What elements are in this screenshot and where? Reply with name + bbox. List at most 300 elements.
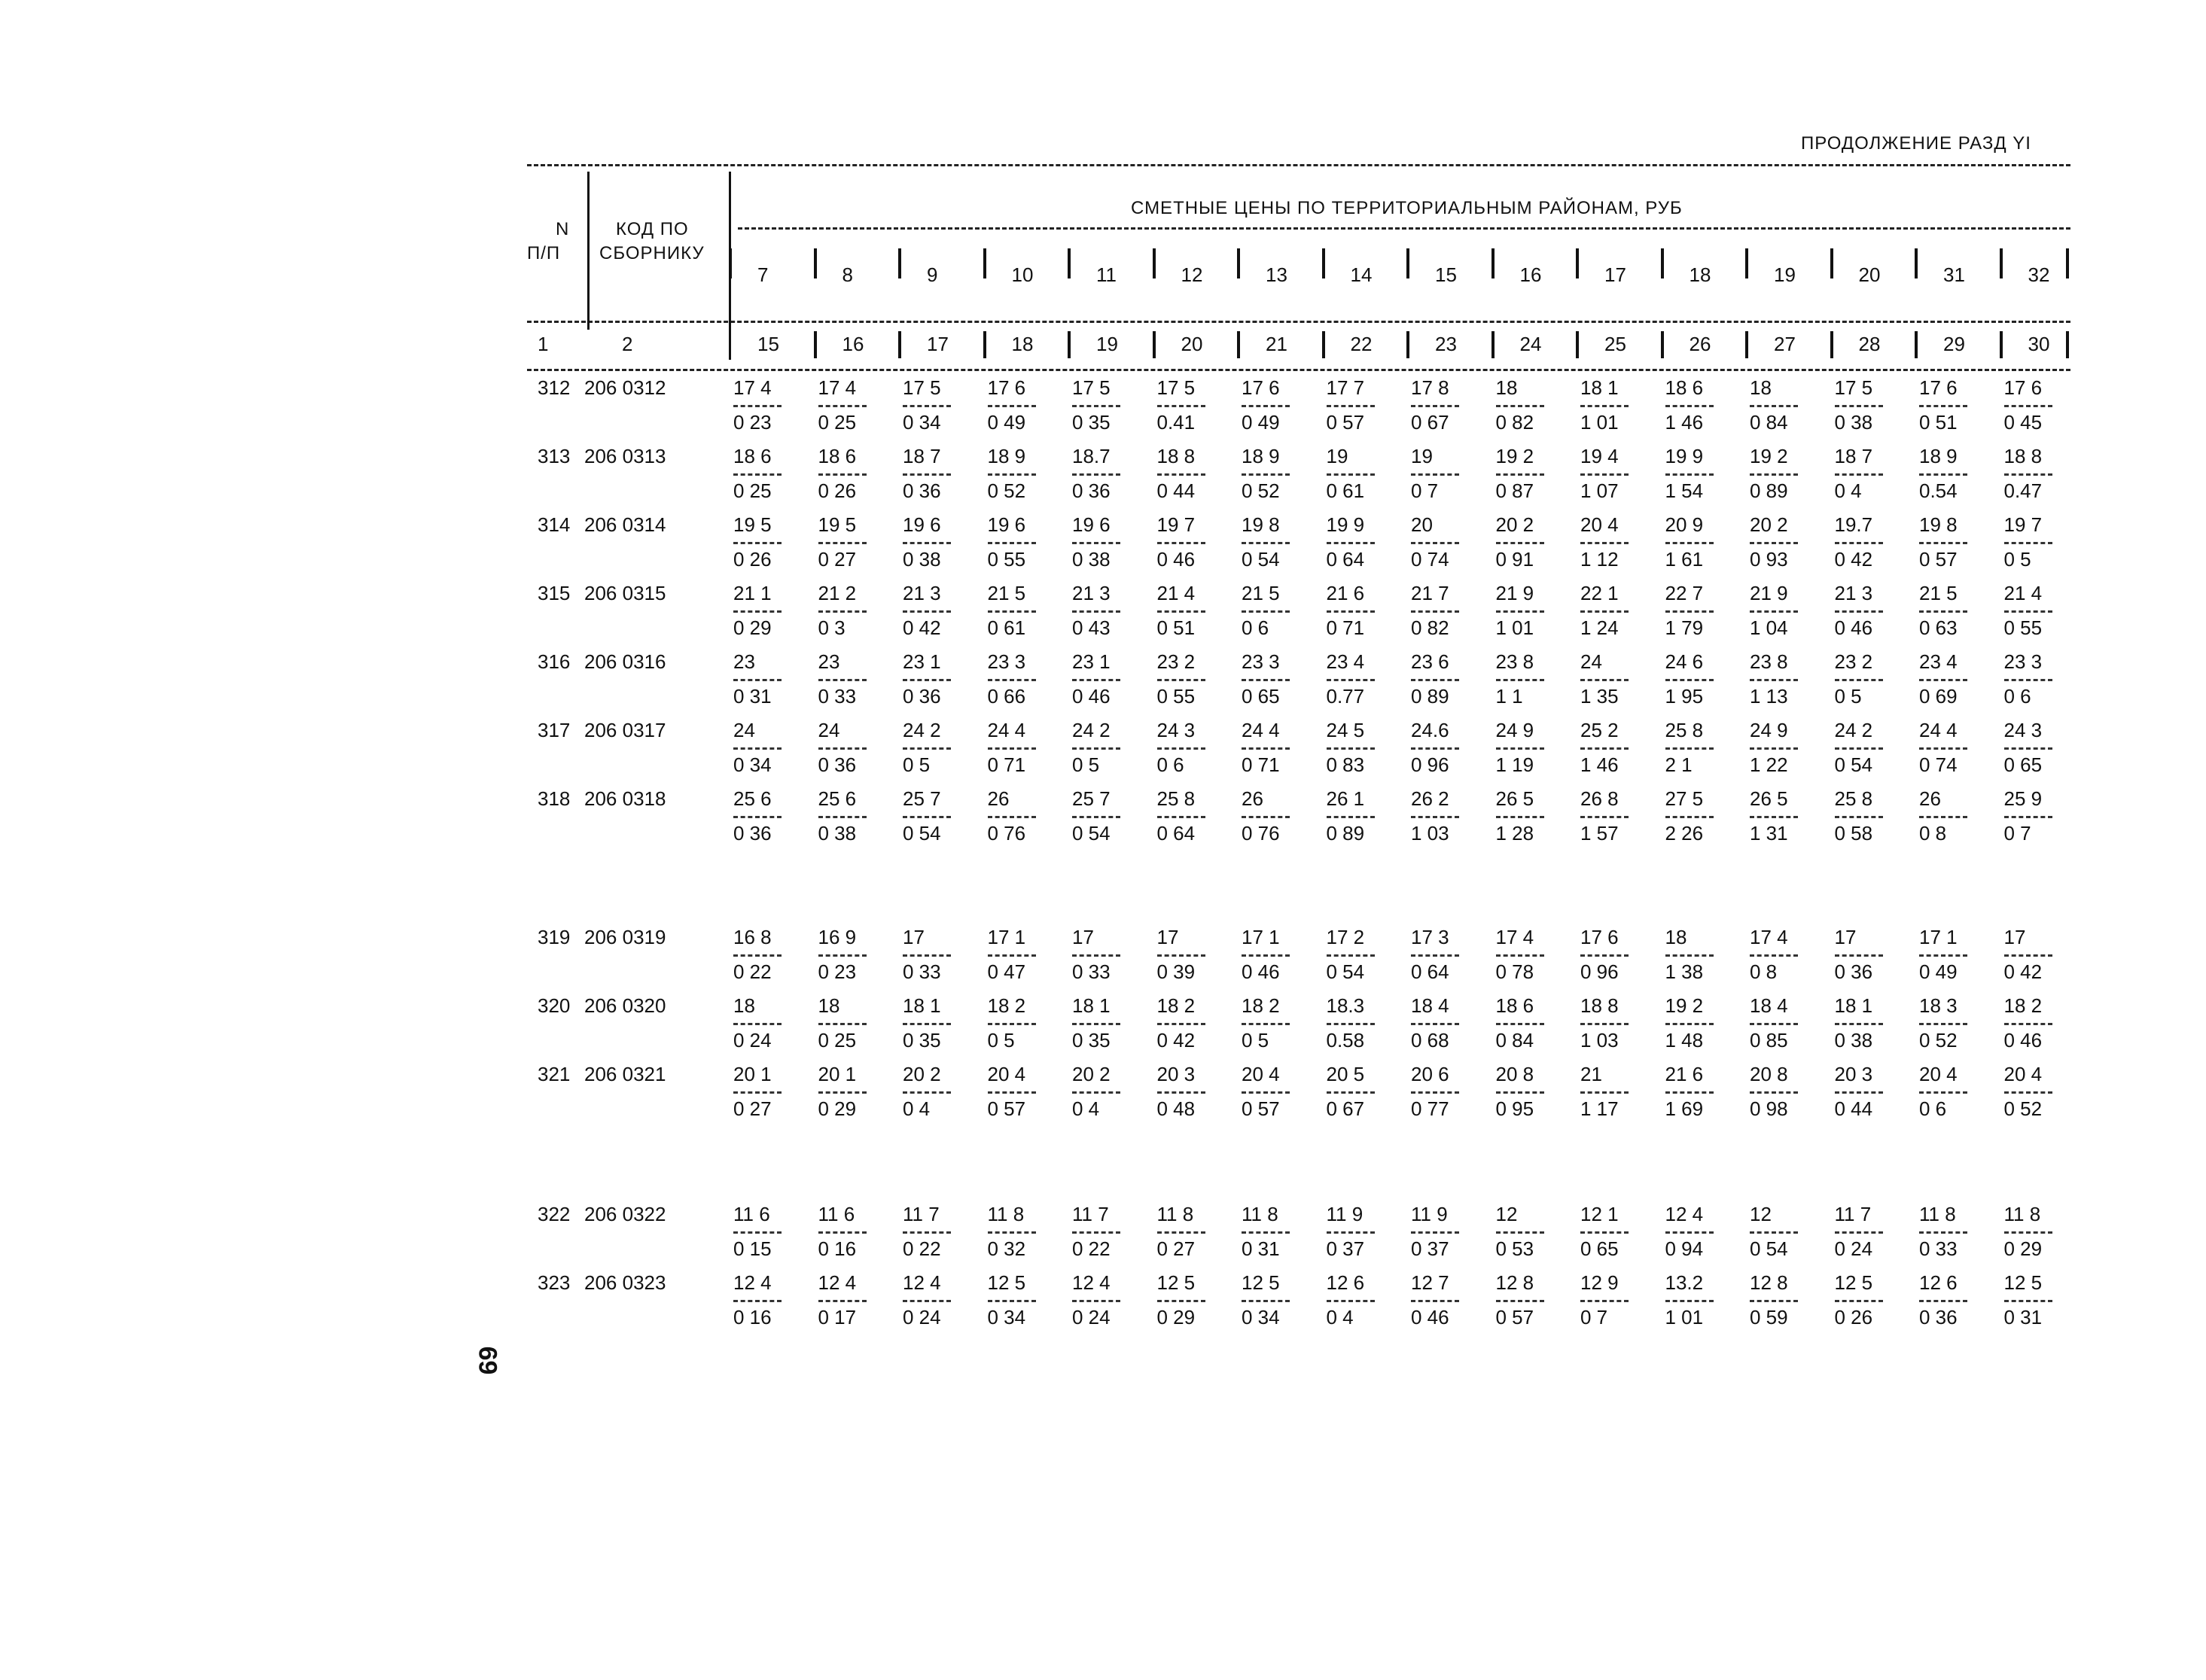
fraction-rule — [1411, 1023, 1459, 1025]
price-cell: 20 4 — [1580, 513, 1619, 536]
price-cell: 18 — [818, 994, 840, 1017]
price-cell: 19 5 — [733, 513, 772, 536]
column-number: 15 — [757, 333, 779, 355]
labor-cell: 0 27 — [1156, 1237, 1196, 1260]
column-number: 23 — [1435, 333, 1457, 355]
fraction-rule — [903, 1091, 951, 1094]
price-cell: 21 9 — [1495, 582, 1534, 604]
district-header: 18 — [1689, 263, 1711, 286]
price-cell: 17 — [1072, 926, 1094, 948]
district-divider — [1406, 248, 1409, 278]
labor-cell: 0 67 — [1326, 1097, 1365, 1120]
fraction-rule — [1919, 1023, 1967, 1025]
labor-cell: 0 46 — [1834, 616, 1873, 639]
column-number: 20 — [1181, 333, 1203, 355]
fraction-rule — [1665, 610, 1714, 613]
price-cell: 21 4 — [2003, 582, 2043, 604]
fraction-rule — [1072, 679, 1120, 681]
labor-cell: 0 38 — [1834, 1028, 1873, 1052]
price-cell: 22 1 — [1580, 582, 1619, 604]
column-number: 18 — [1011, 333, 1034, 355]
fraction-rule — [1835, 954, 1883, 957]
labor-cell: 0 48 — [1156, 1097, 1196, 1120]
price-cell: 18 6 — [1665, 376, 1704, 399]
price-cell: 23 1 — [1072, 650, 1111, 673]
labor-cell: 0 74 — [1919, 753, 1958, 776]
fraction-rule — [1157, 610, 1205, 613]
row-number: 314 — [538, 513, 571, 536]
price-cell: 12 7 — [1411, 1271, 1449, 1294]
price-cell: 23 2 — [1156, 650, 1196, 673]
fraction-rule — [1665, 747, 1714, 750]
price-cell: 19 9 — [1326, 513, 1365, 536]
labor-cell: 0 25 — [733, 479, 772, 502]
labor-cell: 0 24 — [1072, 1305, 1111, 1328]
price-cell: 27 5 — [1665, 787, 1704, 810]
fraction-rule — [1750, 542, 1798, 544]
district-header: 9 — [927, 263, 938, 286]
labor-cell: 0 36 — [1834, 960, 1873, 983]
price-cell: 18 6 — [733, 445, 772, 467]
district-divider — [1830, 248, 1833, 278]
price-cell: 24 — [818, 719, 840, 741]
labor-cell: 0 37 — [1411, 1237, 1449, 1260]
labor-cell: 0 52 — [2003, 1097, 2043, 1120]
price-cell: 21 3 — [1834, 582, 1873, 604]
colnum-divider — [898, 331, 901, 358]
price-cell: 17 6 — [2003, 376, 2043, 399]
fraction-rule — [818, 1091, 867, 1094]
fraction-rule — [1750, 954, 1798, 957]
column-number: 30 — [2028, 333, 2050, 355]
labor-cell: 0 42 — [2003, 960, 2043, 983]
price-cell: 19 — [1326, 445, 1348, 467]
labor-cell: 1 1 — [1495, 684, 1523, 708]
labor-cell: 0 3 — [818, 616, 846, 639]
labor-cell: 0 44 — [1834, 1097, 1873, 1120]
labor-cell: 0 78 — [1495, 960, 1534, 983]
price-cell: 18 1 — [1580, 376, 1619, 399]
labor-cell: 0 5 — [987, 1028, 1015, 1052]
price-cell: 25 8 — [1665, 719, 1704, 741]
price-cell: 19 6 — [903, 513, 941, 536]
labor-cell: 0 38 — [1834, 410, 1873, 434]
labor-cell: 0 55 — [2003, 616, 2043, 639]
row-code: 206 0317 — [584, 719, 666, 741]
price-cell: 24 6 — [1665, 650, 1704, 673]
labor-cell: 0 22 — [1072, 1237, 1111, 1260]
labor-cell: 0 96 — [1580, 960, 1619, 983]
price-cell: 23 8 — [1750, 650, 1788, 673]
fraction-rule — [1327, 610, 1375, 613]
fraction-rule — [1327, 473, 1375, 476]
price-cell: 12 4 — [903, 1271, 941, 1294]
labor-cell: 0 71 — [987, 753, 1026, 776]
price-cell: 20 2 — [903, 1063, 941, 1085]
labor-cell: 0 4 — [903, 1097, 931, 1120]
labor-cell: 1 04 — [1750, 616, 1788, 639]
price-cell: 21 6 — [1665, 1063, 1704, 1085]
fraction-rule — [1835, 542, 1883, 544]
fraction-rule — [1157, 1300, 1205, 1302]
labor-cell: 0 65 — [2003, 753, 2043, 776]
fraction-rule — [1835, 747, 1883, 750]
labor-cell: 0 51 — [1156, 616, 1196, 639]
price-cell: 18 — [1495, 376, 1518, 399]
fraction-rule — [903, 610, 951, 613]
labor-cell: 0 47 — [987, 960, 1026, 983]
fraction-rule — [1665, 1231, 1714, 1234]
labor-cell: 0 25 — [818, 410, 857, 434]
column-number: 25 — [1604, 333, 1626, 355]
labor-cell: 0 5 — [903, 753, 931, 776]
labor-cell: 0 36 — [903, 479, 941, 502]
fraction-rule — [988, 1091, 1036, 1094]
price-cell: 17 5 — [903, 376, 941, 399]
fraction-rule — [1496, 1091, 1544, 1094]
labor-cell: 0 27 — [733, 1097, 772, 1120]
price-cell: 11 8 — [1156, 1203, 1194, 1225]
labor-cell: 0 15 — [733, 1237, 772, 1260]
price-cell: 12 — [1495, 1203, 1518, 1225]
labor-cell: 0 24 — [903, 1305, 941, 1328]
labor-cell: 0 26 — [1834, 1305, 1873, 1328]
fraction-rule — [1750, 610, 1798, 613]
labor-cell: 0 17 — [818, 1305, 857, 1328]
colnum-divider — [1237, 331, 1240, 358]
labor-cell: 0 5 — [1834, 684, 1862, 708]
fraction-rule — [1750, 679, 1798, 681]
labor-cell: 0 61 — [1326, 479, 1365, 502]
labor-cell: 1 07 — [1580, 479, 1619, 502]
labor-cell: 0 55 — [1156, 684, 1196, 708]
fraction-rule — [1919, 1091, 1967, 1094]
row-number: 320 — [538, 994, 571, 1017]
labor-cell: 0 64 — [1326, 547, 1365, 571]
fraction-rule — [1919, 405, 1967, 407]
labor-cell: 0 5 — [1242, 1028, 1269, 1052]
labor-cell: 0 49 — [1242, 410, 1280, 434]
fraction-rule — [1496, 816, 1544, 818]
labor-cell: 0 55 — [987, 547, 1026, 571]
price-cell: 18 2 — [987, 994, 1026, 1017]
labor-cell: 0 33 — [903, 960, 941, 983]
price-cell: 19 7 — [2003, 513, 2043, 536]
fraction-rule — [2004, 1091, 2052, 1094]
fraction-rule — [1580, 747, 1629, 750]
labor-cell: 0 64 — [1411, 960, 1449, 983]
price-cell: 19.7 — [1834, 513, 1873, 536]
price-cell: 18 9 — [987, 445, 1026, 467]
labor-cell: 0 33 — [1072, 960, 1111, 983]
price-cell: 19 6 — [987, 513, 1026, 536]
labor-cell: 0 87 — [1495, 479, 1534, 502]
labor-cell: 0 46 — [1411, 1305, 1449, 1328]
fraction-rule — [1580, 1300, 1629, 1302]
labor-cell: 0 27 — [818, 547, 857, 571]
row-code: 206 0313 — [584, 445, 666, 467]
fraction-rule — [1919, 816, 1967, 818]
price-cell: 17 4 — [1495, 926, 1534, 948]
labor-cell: 1 61 — [1665, 547, 1704, 571]
labor-cell: 0 34 — [1242, 1305, 1280, 1328]
price-cell: 23 3 — [2003, 650, 2043, 673]
fraction-rule — [1919, 1300, 1967, 1302]
price-cell: 21 3 — [1072, 582, 1111, 604]
labor-cell: 0 16 — [818, 1237, 857, 1260]
price-cell: 17 5 — [1156, 376, 1196, 399]
labor-cell: 0 42 — [1834, 547, 1873, 571]
labor-cell: 0 52 — [1242, 479, 1280, 502]
district-divider — [1745, 248, 1748, 278]
price-cell: 19 2 — [1495, 445, 1534, 467]
price-cell: 11 9 — [1411, 1203, 1448, 1225]
fraction-rule — [1496, 679, 1544, 681]
labor-cell: 0 42 — [903, 616, 941, 639]
price-cell: 20 1 — [733, 1063, 772, 1085]
price-cell: 19 5 — [818, 513, 857, 536]
labor-cell: 0 82 — [1411, 616, 1449, 639]
labor-cell: 0 54 — [903, 821, 941, 845]
labor-cell: 0 54 — [1242, 547, 1280, 571]
price-cell: 21 3 — [903, 582, 941, 604]
price-cell: 23 8 — [1495, 650, 1534, 673]
column-number: 17 — [927, 333, 949, 355]
price-cell: 17 6 — [1919, 376, 1958, 399]
price-cell: 20 — [1411, 513, 1433, 536]
labor-cell: 0 29 — [733, 616, 772, 639]
price-cell: 11 7 — [1072, 1203, 1109, 1225]
price-cell: 17 1 — [1919, 926, 1958, 948]
price-cell: 21 2 — [818, 582, 857, 604]
labor-cell: 0 54 — [1072, 821, 1111, 845]
fraction-rule — [988, 1300, 1036, 1302]
row-code: 206 0319 — [584, 926, 666, 948]
labor-cell: 0 22 — [903, 1237, 941, 1260]
fraction-rule — [818, 1231, 867, 1234]
labor-cell: 0 34 — [987, 1305, 1026, 1328]
fraction-rule — [903, 1023, 951, 1025]
price-cell: 12 — [1750, 1203, 1772, 1225]
price-cell: 18 9 — [1242, 445, 1280, 467]
fraction-rule — [1580, 954, 1629, 957]
fraction-rule — [733, 610, 782, 613]
price-cell: 20 1 — [818, 1063, 857, 1085]
fraction-rule — [903, 816, 951, 818]
row-number: 313 — [538, 445, 571, 467]
labor-cell: 0 39 — [1156, 960, 1196, 983]
labor-cell: 0 82 — [1495, 410, 1534, 434]
labor-cell: 0 51 — [1919, 410, 1958, 434]
district-divider — [1491, 248, 1495, 278]
price-cell: 21 9 — [1750, 582, 1788, 604]
price-cell: 11 8 — [1242, 1203, 1278, 1225]
labor-cell: 1 95 — [1665, 684, 1704, 708]
labor-cell: 0 24 — [733, 1028, 772, 1052]
fraction-rule — [988, 747, 1036, 750]
colnum-divider — [1406, 331, 1409, 358]
header-divider-np — [587, 172, 590, 330]
labor-cell: 1 01 — [1580, 410, 1619, 434]
price-cell: 17 3 — [1411, 926, 1449, 948]
colnum-divider — [1661, 331, 1664, 358]
fraction-rule — [1835, 1091, 1883, 1094]
labor-cell: 1 35 — [1580, 684, 1619, 708]
continuation-note: ПРОДОЛЖЕНИЕ РАЗД YI — [1801, 133, 2031, 154]
column-number: 24 — [1519, 333, 1542, 355]
labor-cell: 0 57 — [987, 1097, 1026, 1120]
district-header: 31 — [1943, 263, 1965, 286]
price-cell: 12 5 — [1834, 1271, 1873, 1294]
price-cell: 17 5 — [1834, 376, 1873, 399]
fraction-rule — [1919, 542, 1967, 544]
district-divider — [1576, 248, 1579, 278]
np-header-line2: П/П — [527, 243, 561, 263]
fraction-rule — [1496, 1231, 1544, 1234]
labor-cell: 0 8 — [1750, 960, 1778, 983]
row-number: 318 — [538, 787, 571, 810]
price-cell: 11 8 — [2003, 1203, 2041, 1225]
labor-cell: 0 34 — [733, 753, 772, 776]
colnum-divider — [1153, 331, 1156, 358]
fraction-rule — [1327, 1091, 1375, 1094]
price-cell: 17 7 — [1326, 376, 1365, 399]
price-cell: 12 6 — [1919, 1271, 1958, 1294]
fraction-rule — [1157, 747, 1205, 750]
price-cell: 11 7 — [903, 1203, 940, 1225]
code-header-line1: КОД ПО — [616, 219, 689, 239]
labor-cell: 0.54 — [1919, 479, 1958, 502]
price-cell: 24 — [733, 719, 755, 741]
district-header: 32 — [2028, 263, 2050, 286]
labor-cell: 0 23 — [818, 960, 857, 983]
price-cell: 26 8 — [1580, 787, 1619, 810]
fraction-rule — [1411, 747, 1459, 750]
district-divider — [1153, 248, 1156, 278]
fraction-rule — [1072, 473, 1120, 476]
labor-cell: 0 54 — [1326, 960, 1365, 983]
labor-cell: 0 24 — [1834, 1237, 1873, 1260]
fraction-rule — [1072, 1231, 1120, 1234]
price-cell: 18 6 — [1495, 994, 1534, 1017]
district-divider — [1237, 248, 1240, 278]
labor-cell: 0 52 — [987, 479, 1026, 502]
price-cell: 24 — [1580, 650, 1602, 673]
fraction-rule — [1072, 747, 1120, 750]
labor-cell: 0 4 — [1326, 1305, 1354, 1328]
fraction-rule — [733, 1091, 782, 1094]
fraction-rule — [903, 405, 951, 407]
column-number: 29 — [1943, 333, 1965, 355]
district-header: 12 — [1181, 263, 1203, 286]
price-cell: 21 6 — [1326, 582, 1365, 604]
fraction-rule — [733, 542, 782, 544]
fraction-rule — [2004, 679, 2052, 681]
fraction-rule — [1580, 1091, 1629, 1094]
fraction-rule — [1665, 473, 1714, 476]
price-cell: 19 8 — [1242, 513, 1280, 536]
labor-cell: 1 38 — [1665, 960, 1704, 983]
fraction-rule — [1327, 816, 1375, 818]
fraction-rule — [1580, 679, 1629, 681]
row-number: 317 — [538, 719, 571, 741]
district-header: 20 — [1858, 263, 1881, 286]
district-divider — [898, 248, 901, 278]
fraction-rule — [988, 473, 1036, 476]
fraction-rule — [733, 1300, 782, 1302]
fraction-rule — [2004, 954, 2052, 957]
price-cell: 21 5 — [987, 582, 1026, 604]
fraction-rule — [1496, 473, 1544, 476]
fraction-rule — [1919, 473, 1967, 476]
fraction-rule — [1242, 747, 1290, 750]
district-divider — [1322, 248, 1325, 278]
fraction-rule — [988, 610, 1036, 613]
fraction-rule — [1242, 405, 1290, 407]
fraction-rule — [733, 816, 782, 818]
price-cell: 18 2 — [1156, 994, 1196, 1017]
labor-cell: 0 5 — [2003, 547, 2031, 571]
fraction-rule — [903, 1300, 951, 1302]
fraction-rule — [1496, 1300, 1544, 1302]
district-header: 14 — [1350, 263, 1373, 286]
price-cell: 23 4 — [1326, 650, 1365, 673]
fraction-rule — [1919, 610, 1967, 613]
fraction-rule — [1242, 1300, 1290, 1302]
labor-cell: 0 65 — [1580, 1237, 1619, 1260]
price-cell: 24.6 — [1411, 719, 1449, 741]
fraction-rule — [1242, 1231, 1290, 1234]
labor-cell: 1 24 — [1580, 616, 1619, 639]
fraction-rule — [1580, 1231, 1629, 1234]
labor-cell: 0 6 — [2003, 684, 2031, 708]
fraction-rule — [1919, 747, 1967, 750]
price-cell: 24 4 — [1242, 719, 1280, 741]
colnum-divider — [1915, 331, 1918, 358]
price-cell: 11 7 — [1834, 1203, 1872, 1225]
labor-cell: 0 37 — [1326, 1237, 1365, 1260]
fraction-rule — [1072, 1091, 1120, 1094]
prices-header-title: СМЕТНЫЕ ЦЕНЫ ПО ТЕРРИТОРИАЛЬНЫМ РАЙОНАМ, РУБ — [1131, 198, 1683, 218]
fraction-rule — [1157, 405, 1205, 407]
price-cell: 24 9 — [1750, 719, 1788, 741]
labor-cell: 1 19 — [1495, 753, 1534, 776]
labor-cell: 0 77 — [1411, 1097, 1449, 1120]
fraction-rule — [1327, 1300, 1375, 1302]
labor-cell: 1 03 — [1580, 1028, 1619, 1052]
labor-cell: 0 36 — [903, 684, 941, 708]
labor-cell: 1 69 — [1665, 1097, 1704, 1120]
labor-cell: 0 46 — [1156, 547, 1196, 571]
fraction-rule — [988, 954, 1036, 957]
fraction-rule — [1665, 954, 1714, 957]
price-cell: 11 9 — [1326, 1203, 1364, 1225]
price-cell: 18 8 — [1580, 994, 1619, 1017]
row-code: 206 0323 — [584, 1271, 666, 1294]
column-number: 16 — [842, 333, 864, 355]
price-cell: 12 9 — [1580, 1271, 1619, 1294]
fraction-rule — [2004, 610, 2052, 613]
fraction-rule — [1411, 1300, 1459, 1302]
labor-cell: 0 59 — [1750, 1305, 1788, 1328]
fraction-rule — [1411, 954, 1459, 957]
price-cell: 12 4 — [733, 1271, 772, 1294]
district-divider — [2066, 248, 2069, 278]
price-cell: 12 8 — [1495, 1271, 1534, 1294]
price-cell: 24 3 — [1156, 719, 1196, 741]
price-cell: 19 2 — [1665, 994, 1704, 1017]
labor-cell: 1 13 — [1750, 684, 1788, 708]
